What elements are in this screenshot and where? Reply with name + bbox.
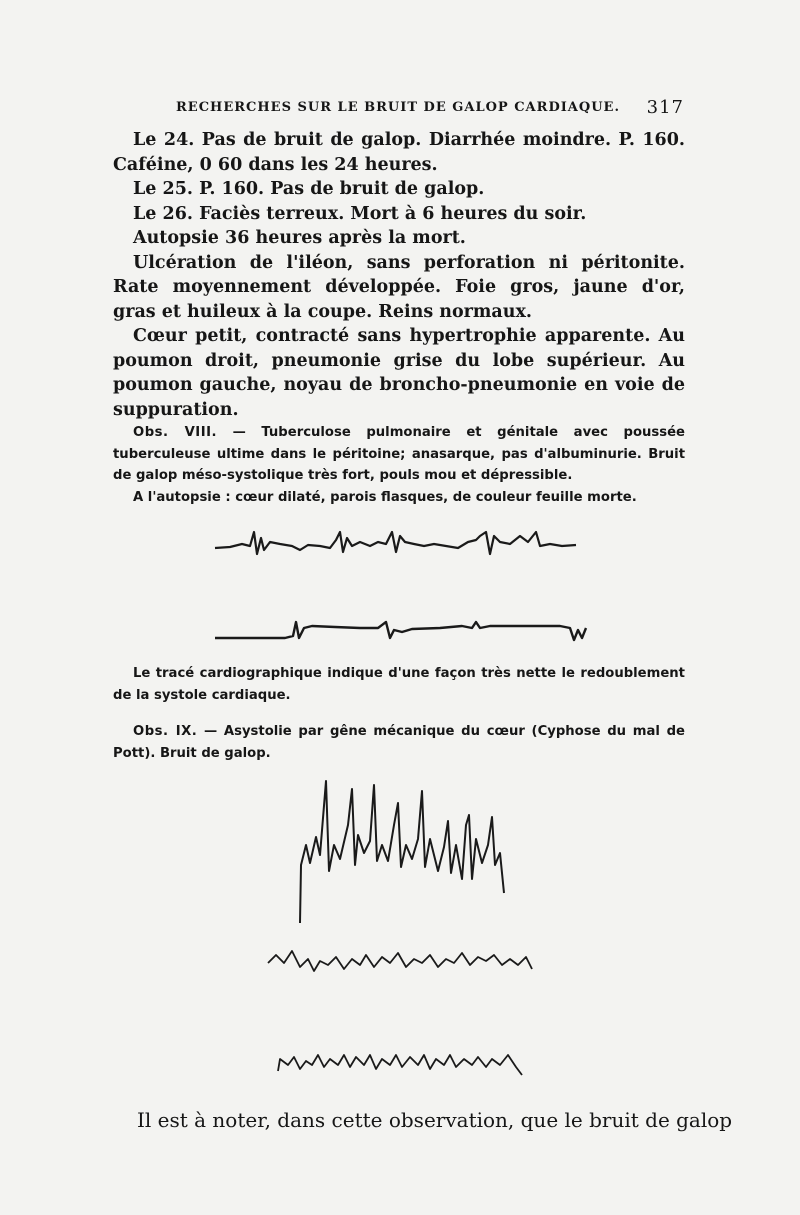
paragraph-ileum: Ulcération de l'iléon, sans perforation ni péritonite. Rate moyennement développée. Foie gros, jaune d'or, gras et huileux à la coupe. Reins normaux.	[113, 252, 685, 322]
paragraph-day-26: Le 26. Faciès terreux. Mort à 6 heures du soir.	[133, 203, 587, 224]
obs8-text: — Tuberculose pulmonaire et génitale avec poussée tuberculeuse ultime dans le péritoine; anasarque, pas d'albuminurie. Bruit de galop méso-systolique très fort, pouls mou et dépressible.	[113, 425, 685, 483]
obs9-text: — Asystolie par gêne mécanique du cœur (Cyphose du mal de Pott). Bruit de galop.	[113, 724, 685, 761]
figure-caption-obs8	[113, 663, 685, 706]
tracing-cardiograph-upper	[215, 532, 576, 554]
paragraph-autopsy: Autopsie 36 heures après la mort.	[133, 228, 466, 248]
case-notes	[113, 128, 685, 422]
obs8-label: Obs. VIII.	[133, 425, 218, 440]
obs8-autopsy: A l'autopsie : cœur dilaté, parois flasques, de couleur feuille morte.	[133, 489, 637, 505]
paragraph-day-25: Le 25. P. 160. Pas de bruit de galop.	[133, 179, 485, 199]
obs9-paragraph	[113, 721, 685, 764]
closing-paragraph: Il est à noter, dans cette observation, que le bruit de galop	[137, 1108, 733, 1132]
tracing-pulse-lower	[215, 622, 586, 640]
observation-8	[113, 422, 685, 508]
paragraph-heart: Cœur petit, contracté sans hypertrophie apparente. Au poumon droit, pneumonie grise du lobe supérieur. Au poumon gauche, noyau de broncho-pneumonie en voie de suppuration.	[113, 326, 685, 420]
observation-9	[113, 721, 685, 764]
running-head-title: RECHERCHES SUR LE BRUIT DE GALOP CARDIAQUE.	[176, 100, 620, 115]
obs9-label: Obs. IX.	[133, 724, 198, 739]
page-number: 317	[646, 97, 684, 118]
figure-obs8-tracings	[200, 528, 600, 648]
caption-paragraph: Le tracé cardiographique indique d'une façon très nette le redoublement de la systole cardiaque.	[113, 666, 685, 703]
paragraph-day-24: Le 24. Pas de bruit de galop. Diarrhée moindre. P. 160. Caféine, 0 60 dans les 24 heures.	[113, 130, 685, 175]
tracing-pulse-middle	[268, 951, 532, 971]
figure-obs9-tracings	[260, 775, 560, 1085]
tracing-cardiograph-top	[300, 781, 504, 923]
tracing-pulse-bottom	[278, 1055, 522, 1075]
obs8-paragraph	[113, 422, 685, 487]
